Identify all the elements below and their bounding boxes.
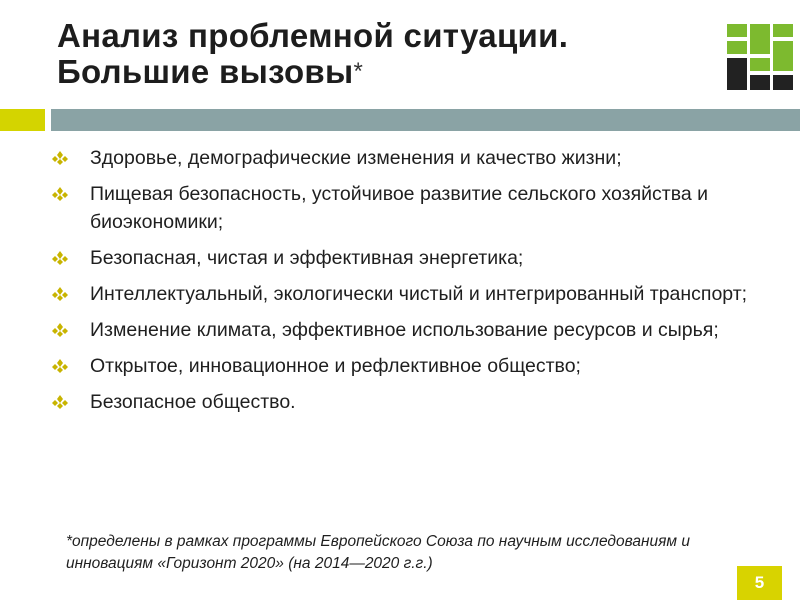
list-item <box>52 180 772 236</box>
logo-icon <box>727 24 793 90</box>
list-item <box>52 316 772 344</box>
list-item <box>52 352 772 380</box>
list-item-text: Открытое, инновационное и рефлективное общество; <box>90 355 581 377</box>
page-number-badge: 5 <box>737 566 782 600</box>
diamond-bullet-icon <box>52 394 68 410</box>
title-divider-bar <box>51 109 800 131</box>
footnote: *определены в рамках программы Европейского Союза по научным исследованиям и инновациям «Горизонт 2020» (на 2014—2020 г.г.) <box>66 533 690 572</box>
title-line-2-text: Большие вызовы <box>57 53 354 90</box>
list-item <box>52 144 772 172</box>
diamond-bullet-icon <box>52 150 68 166</box>
diamond-bullet-icon <box>52 358 68 374</box>
diamond-bullet-icon <box>52 250 68 266</box>
title-line-2 <box>57 54 717 90</box>
list-item-text: Интеллектуальный, экологически чистый и интегрированный транспорт; <box>90 283 748 305</box>
diamond-bullet-icon <box>52 322 68 338</box>
diamond-bullet-icon <box>52 186 68 202</box>
list-item-text: Безопасная, чистая и эффективная энергетика; <box>90 247 524 269</box>
list-item <box>52 244 772 272</box>
slide-title <box>57 18 717 90</box>
title-footnote-marker: * <box>353 58 364 85</box>
list-item <box>52 280 772 308</box>
accent-bar <box>0 109 45 131</box>
list-item-text: Здоровье, демографические изменения и качество жизни; <box>90 147 622 169</box>
diamond-bullet-icon <box>52 286 68 302</box>
challenges-list <box>52 144 772 424</box>
list-item-text: Пищевая безопасность, устойчивое развитие сельского хозяйства и биоэкономики; <box>90 183 709 233</box>
list-item-text: Изменение климата, эффективное использование ресурсов и сырья; <box>90 319 719 341</box>
list-item-text: Безопасное общество. <box>90 391 296 413</box>
list-item <box>52 388 772 416</box>
title-line-1: Анализ проблемной ситуации. <box>57 17 569 54</box>
